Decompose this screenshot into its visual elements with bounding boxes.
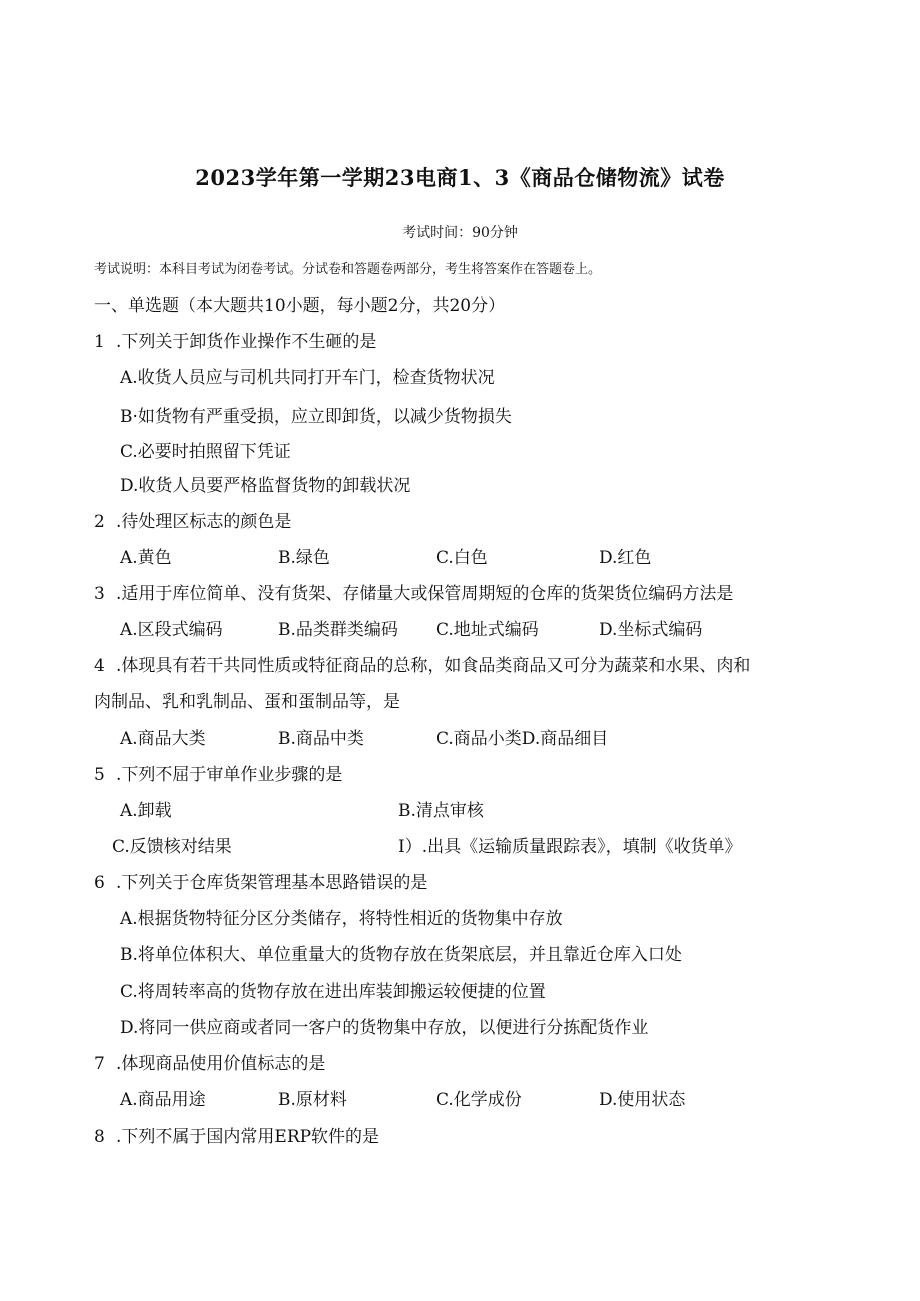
- question-6: [94, 873, 427, 893]
- exam-time: 考试时间：90分钟: [402, 225, 518, 241]
- exam-instructions: 考试说明：本科目考试为闭卷考试。分试卷和答题卷两部分，考生将答案作在答题卷上。: [94, 262, 602, 277]
- option-1d: D.收货人员要严格监督货物的卸载状况: [120, 476, 411, 496]
- question-text: .下列关于仓库货架管理基本思路错误的是: [116, 873, 428, 893]
- question-number: 4: [94, 656, 105, 676]
- question-number: 7: [94, 1054, 105, 1074]
- question-text: .下列关于卸货作业操作不生砸的是: [116, 332, 377, 352]
- question-number: 5: [94, 765, 105, 785]
- option-3b: B.品类群类编码: [278, 620, 398, 640]
- option-5c: C.反馈核对结果: [112, 837, 232, 857]
- question-number: 3: [94, 584, 105, 604]
- question-text: .待处理区标志的颜色是: [116, 512, 292, 532]
- option-5b: B.清点审核: [398, 801, 484, 821]
- option-4b: B.商品中类: [278, 729, 364, 749]
- question-1: [94, 332, 376, 352]
- option-4c: C.商品小类D.商品细目: [436, 729, 609, 749]
- question-3: [94, 584, 733, 604]
- option-6a: A.根据货物特征分区分类储存，将特性相近的货物集中存放: [120, 909, 563, 929]
- question-text: .体现商品使用价值标志的是: [116, 1054, 326, 1074]
- option-2b: B.绿色: [278, 548, 330, 568]
- question-2: [94, 512, 291, 532]
- option-5d: I）.出具《运输质量跟踪表》，填制《收货单》: [398, 837, 742, 857]
- question-text: .适用于库位简单、没有货架、存储量大或保管周期短的仓库的货架货位编码方法是: [116, 584, 734, 604]
- option-7a: A.商品用途: [120, 1090, 206, 1110]
- question-number: 8: [94, 1127, 105, 1147]
- option-1b: B·如货物有严重受损，应立即卸货，以减少货物损失: [120, 407, 512, 427]
- question-number: 2: [94, 512, 105, 532]
- question-text: .下列不属于国内常用ERP软件的是: [116, 1127, 380, 1147]
- question-8: [94, 1127, 379, 1147]
- option-3a: A.区段式编码: [120, 620, 223, 640]
- question-text: .体现具有若干共同性质或特征商品的总称，如食品类商品又可分为蔬菜和水果、肉和: [116, 656, 751, 676]
- option-4a: A.商品大类: [120, 729, 206, 749]
- option-7c: C.化学成份: [436, 1090, 522, 1110]
- section-heading: 一、单选题（本大题共10小题，每小题2分，共20分）: [94, 296, 506, 316]
- option-2d: D.红色: [599, 548, 652, 568]
- option-3d: D.坐标式编码: [599, 620, 703, 640]
- option-3c: C.地址式编码: [436, 620, 539, 640]
- option-5a: A.卸载: [120, 801, 172, 821]
- option-7d: D.使用状态: [599, 1090, 686, 1110]
- exam-title: 2023学年第一学期23电商1、3《商品仓储物流》试卷: [195, 165, 725, 190]
- option-2a: A.黄色: [120, 548, 172, 568]
- option-1c: C.必要时拍照留下凭证: [120, 442, 291, 462]
- option-6c: C.将周转率高的货物存放在进出库装卸搬运较便捷的位置: [120, 982, 546, 1002]
- question-number: 6: [94, 873, 105, 893]
- option-7b: B.原材料: [278, 1090, 347, 1110]
- option-6b: B.将单位体积大、单位重量大的货物存放在货架底层，并且靠近仓库入口处: [120, 945, 682, 965]
- option-2c: C.白色: [436, 548, 488, 568]
- question-number: 1: [94, 332, 105, 352]
- question-5: [94, 765, 342, 785]
- question-text: .下列不屈于审单作业步骤的是: [116, 765, 343, 785]
- option-6d: D.将同一供应商或者同一客户的货物集中存放，以便进行分拣配货作业: [120, 1018, 649, 1038]
- option-1a: A.收货人员应与司机共同打开车门，检查货物状况: [120, 368, 495, 388]
- question-4-continued: 肉制品、乳和乳制品、蛋和蛋制品等，是: [94, 692, 400, 712]
- question-4: [94, 656, 750, 676]
- question-7: [94, 1054, 325, 1074]
